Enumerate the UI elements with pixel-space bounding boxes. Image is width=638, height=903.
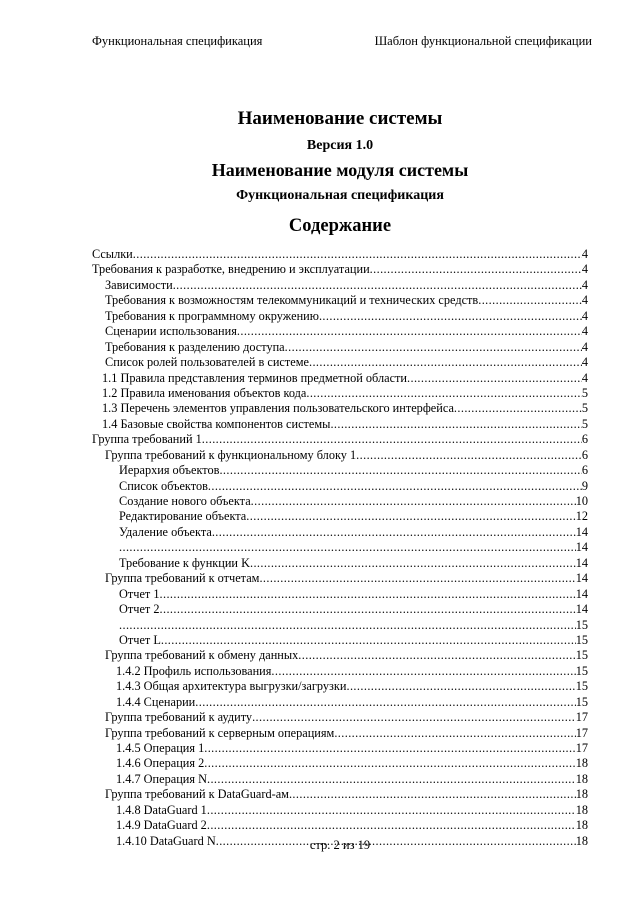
- toc-entry-page: 17: [575, 725, 588, 740]
- toc-entry-page: 15: [575, 648, 588, 663]
- toc-entry-page: 15: [575, 663, 588, 678]
- toc-entry-label: Отчет L: [119, 632, 161, 647]
- toc-entry[interactable]: [92, 803, 588, 818]
- toc-entry[interactable]: [92, 432, 588, 447]
- toc-entry-label: 1.4.10 DataGuard N: [116, 833, 216, 848]
- toc-dot-leader: [160, 602, 576, 617]
- toc-entry[interactable]: [92, 355, 588, 370]
- toc-entry-page: 18: [575, 833, 588, 848]
- toc-entry-page: 15: [575, 617, 588, 632]
- table-of-contents: [92, 247, 588, 849]
- toc-entry-label: Отчет 1: [119, 586, 160, 601]
- toc-entry-label: 1.4 Базовые свойства компонентов системы: [102, 416, 331, 431]
- toc-entry[interactable]: [92, 679, 588, 694]
- toc-dot-leader: [207, 803, 576, 818]
- toc-entry[interactable]: [92, 262, 588, 277]
- toc-entry-label: Требования к разработке, внедрению и эксплуатации: [92, 262, 370, 277]
- toc-entry[interactable]: [92, 371, 588, 386]
- toc-entry-page: 10: [575, 494, 588, 508]
- toc-entry-page: 4: [581, 355, 588, 370]
- toc-entry-label: 1.2 Правила именования объектов кода: [102, 385, 307, 400]
- toc-entry[interactable]: [92, 648, 588, 663]
- toc-entry-label: Удаление объекта: [119, 524, 212, 539]
- toc-entry[interactable]: [92, 494, 588, 509]
- toc-entry-page: 4: [581, 339, 588, 354]
- toc-entry-label: 1.1 Правила представления терминов предметной области: [102, 370, 407, 385]
- toc-entry[interactable]: [92, 756, 588, 771]
- toc-entry-label: Список объектов: [119, 478, 208, 493]
- toc-dot-leader: [204, 741, 575, 756]
- toc-entry-label: Группа требований к DataGuard-ам: [105, 787, 289, 802]
- toc-dot-leader: [207, 772, 576, 787]
- toc-entry[interactable]: [92, 664, 588, 679]
- toc-entry-page: 4: [581, 262, 588, 277]
- toc-entry-label: Группа требований к серверным операциям: [105, 725, 335, 740]
- toc-dot-leader: [319, 309, 582, 324]
- toc-entry[interactable]: [92, 633, 588, 648]
- toc-dot-leader: [346, 679, 575, 694]
- toc-entry-label: 1.4.2 Профиль использования: [116, 663, 272, 678]
- toc-entry-label: 1.4.6 Операция 2: [116, 756, 205, 771]
- toc-entry[interactable]: [92, 340, 588, 355]
- toc-entry-label: Требование к функции K: [119, 555, 250, 570]
- toc-entry[interactable]: [92, 401, 588, 416]
- toc-dot-leader: [161, 633, 576, 648]
- toc-entry[interactable]: [92, 448, 588, 463]
- toc-entry-page: 4: [581, 370, 588, 385]
- header-document-title: Функциональная спецификация: [92, 34, 263, 48]
- toc-entry-page: 18: [575, 818, 588, 833]
- toc-dot-leader: [285, 340, 582, 355]
- toc-entry-label: Редактирование объекта: [119, 509, 247, 524]
- toc-entry-label: 1.4.9 DataGuard 2: [116, 818, 207, 833]
- toc-entry-label: 1.4.3 Общая архитектура выгрузки/загрузки: [116, 679, 347, 694]
- toc-entry-page: 5: [581, 385, 588, 400]
- toc-entry[interactable]: [92, 479, 588, 494]
- toc-entry-page: 9: [581, 478, 588, 493]
- toc-entry-label: Требования к возможностям телекоммуникаций и технических средств: [105, 293, 479, 308]
- toc-entry[interactable]: [92, 509, 588, 524]
- toc-dot-leader: [271, 664, 575, 679]
- toc-entry[interactable]: [92, 417, 588, 432]
- toc-dot-leader: [202, 432, 582, 447]
- toc-dot-leader: [454, 401, 582, 416]
- version-label: Версия 1.0: [306, 138, 374, 153]
- system-name-title: Наименование системы: [237, 108, 443, 129]
- toc-entry-page: 15: [575, 679, 588, 694]
- toc-entry[interactable]: [92, 818, 588, 833]
- toc-entry-page: 6: [581, 447, 588, 462]
- toc-entry-page: 4: [581, 277, 588, 292]
- toc-entry[interactable]: [92, 540, 588, 555]
- toc-entry-page: 18: [575, 787, 588, 802]
- toc-dot-leader: [237, 324, 582, 339]
- toc-entry[interactable]: [92, 324, 588, 339]
- toc-entry-label: 1.3 Перечень элементов управления пользовательского интерфейса: [102, 401, 454, 416]
- toc-entry[interactable]: [92, 463, 588, 478]
- page-number-footer: стр. 2 из 19: [309, 838, 371, 852]
- toc-entry-label: Отчет 2: [119, 602, 160, 617]
- toc-entry[interactable]: [92, 309, 588, 324]
- toc-entry[interactable]: [92, 525, 588, 540]
- toc-entry[interactable]: [92, 787, 588, 802]
- toc-dot-leader: [133, 247, 582, 262]
- toc-entry-label: Иерархия объектов: [119, 463, 220, 478]
- toc-dot-leader: [246, 509, 575, 524]
- toc-entry-page: 5: [581, 401, 588, 416]
- toc-dot-leader: [252, 710, 576, 725]
- module-name-title: Наименование модуля системы: [211, 160, 469, 180]
- toc-entry-page: 17: [575, 710, 588, 725]
- toc-entry[interactable]: [92, 772, 588, 787]
- toc-entry-page: 18: [575, 771, 588, 786]
- toc-dot-leader: [309, 355, 582, 370]
- toc-entry-page: 4: [581, 324, 588, 339]
- toc-entry[interactable]: [92, 741, 588, 756]
- toc-entry-page: 14: [575, 571, 588, 586]
- toc-entry-page: 14: [575, 586, 588, 601]
- toc-entry-page: 18: [575, 756, 588, 771]
- toc-entry[interactable]: [92, 278, 588, 293]
- toc-dot-leader: [119, 618, 576, 633]
- toc-dot-leader: [173, 278, 582, 293]
- toc-dot-leader: [407, 371, 582, 386]
- toc-entry-page: 4: [581, 247, 588, 261]
- toc-entry[interactable]: [92, 293, 588, 308]
- toc-entry-page: 15: [575, 632, 588, 647]
- toc-dot-leader: [251, 494, 576, 509]
- toc-entry[interactable]: [92, 247, 588, 262]
- toc-entry-label: Зависимости: [105, 277, 173, 292]
- toc-entry-page: 15: [575, 694, 588, 709]
- toc-dot-leader: [306, 386, 581, 401]
- toc-dot-leader: [195, 695, 575, 710]
- toc-dot-leader: [478, 293, 582, 308]
- toc-entry-label: Группа требований к обмену данных: [105, 648, 299, 663]
- toc-entry[interactable]: [92, 571, 588, 586]
- toc-dot-leader: [330, 417, 581, 432]
- toc-entry-label: Создание нового объекта: [119, 494, 251, 508]
- toc-entry[interactable]: [92, 726, 588, 741]
- toc-entry[interactable]: [92, 695, 588, 710]
- toc-entry-page: 14: [575, 602, 588, 617]
- toc-dot-leader: [289, 787, 576, 802]
- toc-dot-leader: [207, 818, 576, 833]
- toc-dot-leader: [356, 448, 582, 463]
- toc-entry[interactable]: [92, 587, 588, 602]
- toc-entry-label: Ссылки: [92, 247, 133, 261]
- toc-dot-leader: [219, 463, 581, 478]
- toc-entry-label: Группа требований к отчетам: [105, 571, 260, 586]
- toc-entry[interactable]: [92, 556, 588, 571]
- toc-entry-page: 17: [575, 741, 588, 755]
- document-type-title: Функциональная спецификация: [236, 188, 444, 203]
- toc-entry-page: 14: [575, 524, 588, 539]
- toc-dot-leader: [212, 525, 576, 540]
- toc-dot-leader: [204, 756, 575, 771]
- toc-entry-label: Группа требований к аудиту: [105, 710, 253, 725]
- toc-entry-page: 5: [581, 416, 588, 431]
- toc-entry-label: Список ролей пользователей в системе: [105, 355, 309, 370]
- toc-dot-leader: [370, 262, 582, 277]
- toc-dot-leader: [160, 587, 576, 602]
- toc-entry-page: 6: [581, 432, 588, 447]
- toc-entry-label: 1.4.5 Операция 1: [116, 741, 205, 755]
- toc-dot-leader: [334, 726, 575, 741]
- toc-dot-leader: [208, 479, 582, 494]
- toc-entry-page: 14: [575, 540, 588, 555]
- header-template-title: Шаблон функциональной спецификации: [374, 34, 592, 48]
- toc-entry-label: 1.4.8 DataGuard 1: [116, 802, 207, 817]
- toc-dot-leader: [298, 648, 575, 663]
- toc-entry-label: Группа требований 1: [92, 432, 202, 447]
- toc-entry[interactable]: [92, 710, 588, 725]
- toc-entry-page: 18: [575, 802, 588, 817]
- toc-entry-page: 4: [581, 308, 588, 323]
- contents-heading: Содержание: [288, 216, 392, 236]
- toc-entry-label: 1.4.4 Сценарии: [116, 694, 196, 709]
- toc-entry-label: Сценарии использования: [105, 324, 237, 339]
- toc-entry-page: 14: [575, 555, 588, 570]
- toc-entry-label: Группа требований к функциональному блоку 1: [105, 447, 357, 462]
- toc-dot-leader: [259, 571, 575, 586]
- toc-entry-label: Требования к программному окружению: [105, 308, 319, 323]
- toc-entry-page: 4: [581, 293, 588, 308]
- toc-entry-label: 1.4.7 Операция N: [116, 771, 207, 786]
- toc-entry[interactable]: [92, 602, 588, 617]
- toc-dot-leader: [250, 556, 576, 571]
- toc-entry-label: Требования к разделению доступа: [105, 339, 285, 354]
- toc-entry[interactable]: [92, 386, 588, 401]
- toc-entry-page: 12: [575, 509, 588, 524]
- toc-dot-leader: [119, 540, 576, 555]
- toc-entry[interactable]: [92, 618, 588, 633]
- toc-entry-page: 6: [581, 463, 588, 478]
